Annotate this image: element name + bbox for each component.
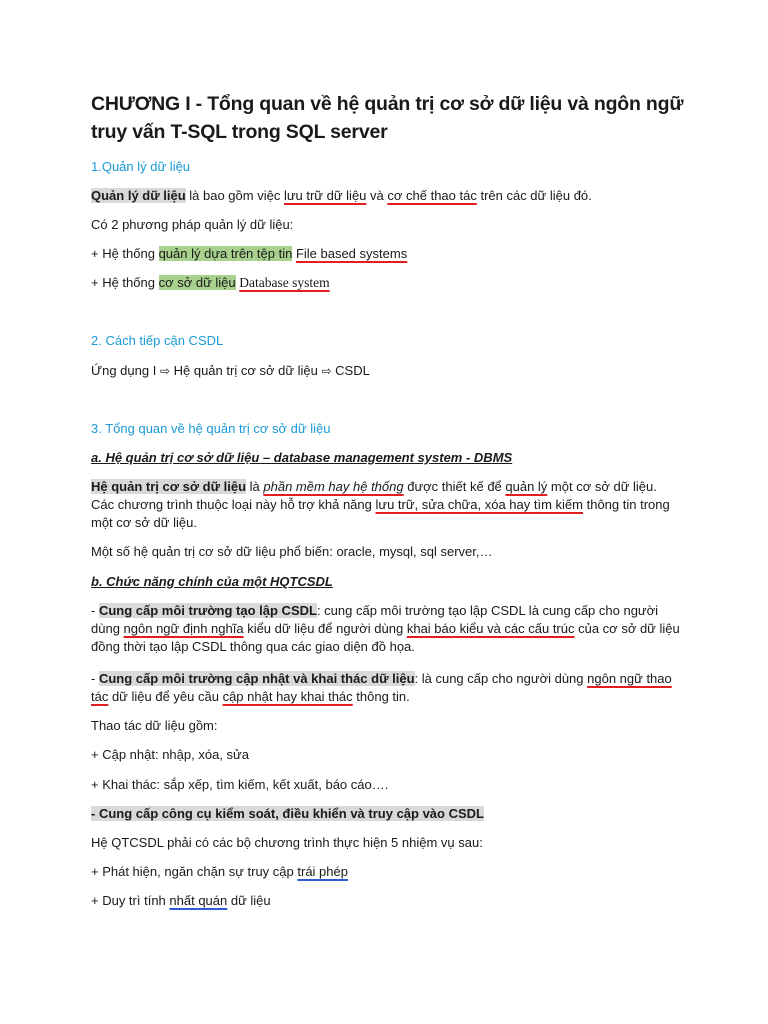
text: : là cung cấp cho người dùng [414, 671, 588, 686]
text: Ứng dụng I [91, 363, 160, 378]
text: thông tin trong một cơ sở dữ liệu. [91, 497, 670, 530]
underlined-term: lưu trữ, sửa chữa, xóa hay tìm kiếm [375, 497, 583, 512]
s3b-bullet-1: + Cập nhật: nhập, xóa, sửa [91, 747, 249, 762]
subsection-b-heading: b. Chức năng chính của một HQTCSDL [91, 574, 333, 589]
underlined-term: ngôn ngữ định nghĩa [123, 621, 244, 636]
underlined-term: File based systems [295, 246, 408, 261]
s3b-bullet-2: + Khai thác: sắp xếp, tìm kiếm, kết xuất, báo cáo…. [91, 777, 389, 792]
s1-paragraph-2: Có 2 phương pháp quản lý dữ liệu: [91, 217, 294, 232]
text: + Duy trì tính [91, 893, 170, 908]
highlight-term: - Cung cấp công cụ kiểm soát, điều khiển và truy cập vào CSDL [91, 806, 484, 821]
underlined-term: cập nhật hay khai thác [222, 689, 353, 704]
s3b-bullet-3 [91, 863, 683, 881]
s1-bullet-2 [91, 274, 683, 292]
text: và [366, 188, 388, 203]
arrow-right-icon: ⇨ [159, 364, 170, 378]
blue-underlined-term: nhất quán [169, 893, 228, 908]
arrow-right-icon: ⇨ [321, 364, 332, 378]
text: là bao gồm việc [185, 188, 284, 203]
text: trên các dữ liệu đó. [476, 188, 592, 203]
highlight-term: Hệ quản trị cơ sở dữ liệu [91, 479, 247, 494]
s3b-paragraph-1 [91, 602, 683, 656]
underlined-term: phần mềm hay hệ thống [263, 479, 404, 494]
s3a-paragraph-1 [91, 478, 683, 532]
section-2-heading: 2. Cách tiếp cận CSDL [91, 333, 224, 348]
highlight-term: Cung cấp môi trường tạo lập CSDL [98, 603, 317, 618]
text: CSDL [331, 363, 370, 378]
text: là [246, 479, 264, 494]
text: : cung cấp môi trường tạo lập CSDL là cung cấp cho người dùng [91, 603, 659, 636]
text: Hệ quản trị cơ sở dữ liệu [170, 363, 322, 378]
s1-paragraph-1 [91, 187, 683, 205]
underlined-term: khai báo kiểu và các cấu trúc [406, 621, 575, 636]
s3b-paragraph-2 [91, 670, 683, 706]
s3b-paragraph-3: Thao tác dữ liệu gồm: [91, 718, 218, 733]
text: được thiết kế để [403, 479, 506, 494]
s3b-bullet-4 [91, 892, 683, 910]
text: kiểu dữ liệu để người dùng [243, 621, 407, 636]
text: dữ liệu để yêu cầu [108, 689, 223, 704]
green-highlight: cơ sở dữ liệu [158, 275, 236, 290]
blue-underlined-term: trái phép [297, 864, 348, 879]
underlined-term: Database system [239, 275, 330, 290]
text: - [91, 603, 99, 618]
text: một cơ sở dữ liệu. Các chương trình thuộc loại này hỗ trợ khả năng [91, 479, 657, 512]
subsection-a-heading: a. Hệ quản trị cơ sở dữ liệu – database management system - DBMS [91, 450, 513, 465]
text: của cơ sở dữ liệu đồng thời tạo lập CSDL thông qua các giao diện đồ họa. [91, 621, 680, 654]
s3b-paragraph-4 [91, 805, 683, 823]
text: + Hệ thống [91, 275, 159, 290]
underlined-term: ngôn ngữ thao tác [91, 671, 672, 704]
chapter-title: CHƯƠNG I - Tổng quan về hệ quản trị cơ sở dữ liệu và ngôn ngữ truy vấn T-SQL trong SQL server [91, 93, 684, 143]
underlined-term: cơ chế thao tác [387, 188, 477, 203]
text: thông tin. [352, 689, 410, 704]
highlight-term: Quản lý dữ liệu [91, 188, 186, 203]
text: + Phát hiện, ngăn chặn sự truy cập [91, 864, 298, 879]
underlined-term: quản lý [505, 479, 548, 494]
green-highlight: quản lý dựa trên tệp tin [158, 246, 293, 261]
s2-paragraph-1 [91, 362, 683, 380]
text: + Hệ thống [91, 246, 159, 261]
section-1-heading: 1.Quản lý dữ liệu [91, 159, 191, 174]
text: - [91, 671, 99, 686]
s3a-paragraph-2: Một số hệ quản trị cơ sở dữ liệu phổ biến: oracle, mysql, sql server,… [91, 544, 493, 559]
s3b-paragraph-5: Hệ QTCSDL phải có các bộ chương trình thực hiện 5 nhiệm vụ sau: [91, 835, 483, 850]
underlined-term: lưu trữ dữ liệu [283, 188, 367, 203]
section-3-heading: 3. Tổng quan về hệ quản trị cơ sở dữ liệu [91, 421, 331, 436]
highlight-term: Cung cấp môi trường cập nhật và khai thác dữ liệu [98, 671, 415, 686]
s1-bullet-1 [91, 245, 683, 263]
text: dữ liệu [227, 893, 271, 908]
